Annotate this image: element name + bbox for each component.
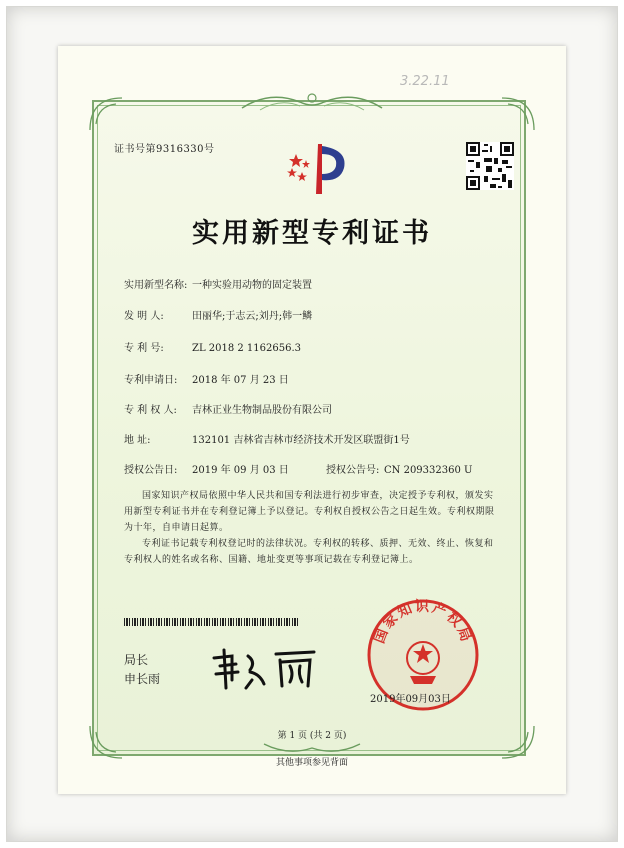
- svg-text:3.22.11: 3.22.11: [400, 74, 450, 89]
- corner-ornament-icon: [498, 722, 538, 762]
- patent-office-logo-icon: [282, 138, 354, 198]
- certificate-paragraph-2: 专利证书记载专利权登记时的法律状况。专利权的转移、质押、无效、终止、恢复和专利权人的姓名或名称、国籍、地址变更等事项记载在专利登记簿上。: [124, 539, 494, 565]
- field-value-name: 一种实验用动物的固定装置: [192, 280, 312, 291]
- page-indicator: 第 1 页 (共 2 页): [277, 731, 347, 741]
- field-value-address: 132101 吉林省吉林市经济技术开发区联盟街1号: [192, 435, 410, 446]
- field-label-grant-date: 授权公告日:: [124, 465, 178, 476]
- certificate-paragraph-1: 国家知识产权局依照中华人民共和国专利法进行初步审查，决定授予专利权，颁发实用新型专利证书并在专利登记簿上予以登记。专利权自授权公告之日起生效。专利权期限为十年，自申请日起算。: [124, 491, 495, 533]
- field-value-patentee: 吉林正业生物制品股份有限公司: [192, 405, 332, 416]
- corner-ornament-icon: [86, 94, 126, 134]
- field-value-patent-number: ZL 2018 2 1162656.3: [192, 343, 302, 354]
- field-label-grant-number: 授权公告号:: [326, 465, 380, 476]
- handwritten-note-icon: [396, 70, 492, 90]
- field-value-application-date: 2018 年 07 月 23 日: [192, 375, 289, 386]
- seal-date: 2019年09月03日: [370, 694, 451, 705]
- certificate-title: 实用新型专利证书: [192, 218, 432, 249]
- seal-text: 国家知识产权局: [371, 599, 475, 646]
- field-value-grant-date: 2019 年 09 月 03 日: [192, 465, 289, 476]
- field-value-inventor: 田丽华;于志云;刘丹;韩一鳞: [192, 311, 313, 322]
- field-label-application-date: 专利申请日:: [124, 375, 178, 386]
- corner-ornament-icon: [498, 94, 538, 134]
- corner-ornament-icon: [86, 722, 126, 762]
- top-ornament-icon: [240, 88, 384, 114]
- signature-icon: [206, 644, 326, 692]
- director-name: 申长雨: [124, 672, 161, 686]
- field-label-inventor: 发 明 人:: [124, 311, 164, 322]
- director-title: 局长: [124, 653, 149, 667]
- field-label-patent-number: 专 利 号:: [124, 343, 164, 354]
- other-note: 其他事项参见背面: [275, 758, 348, 768]
- field-label-patentee: 专 利 权 人:: [124, 405, 177, 416]
- field-value-grant-number: CN 209332360 U: [384, 465, 473, 476]
- barcode-icon: [124, 618, 300, 626]
- qr-code-icon: [466, 142, 514, 190]
- bottom-ornament-icon: [262, 740, 362, 758]
- field-label-name: 实用新型名称:: [124, 280, 188, 291]
- certificate-number: 证书号第9316330号: [114, 144, 215, 155]
- field-label-address: 地 址:: [124, 435, 151, 446]
